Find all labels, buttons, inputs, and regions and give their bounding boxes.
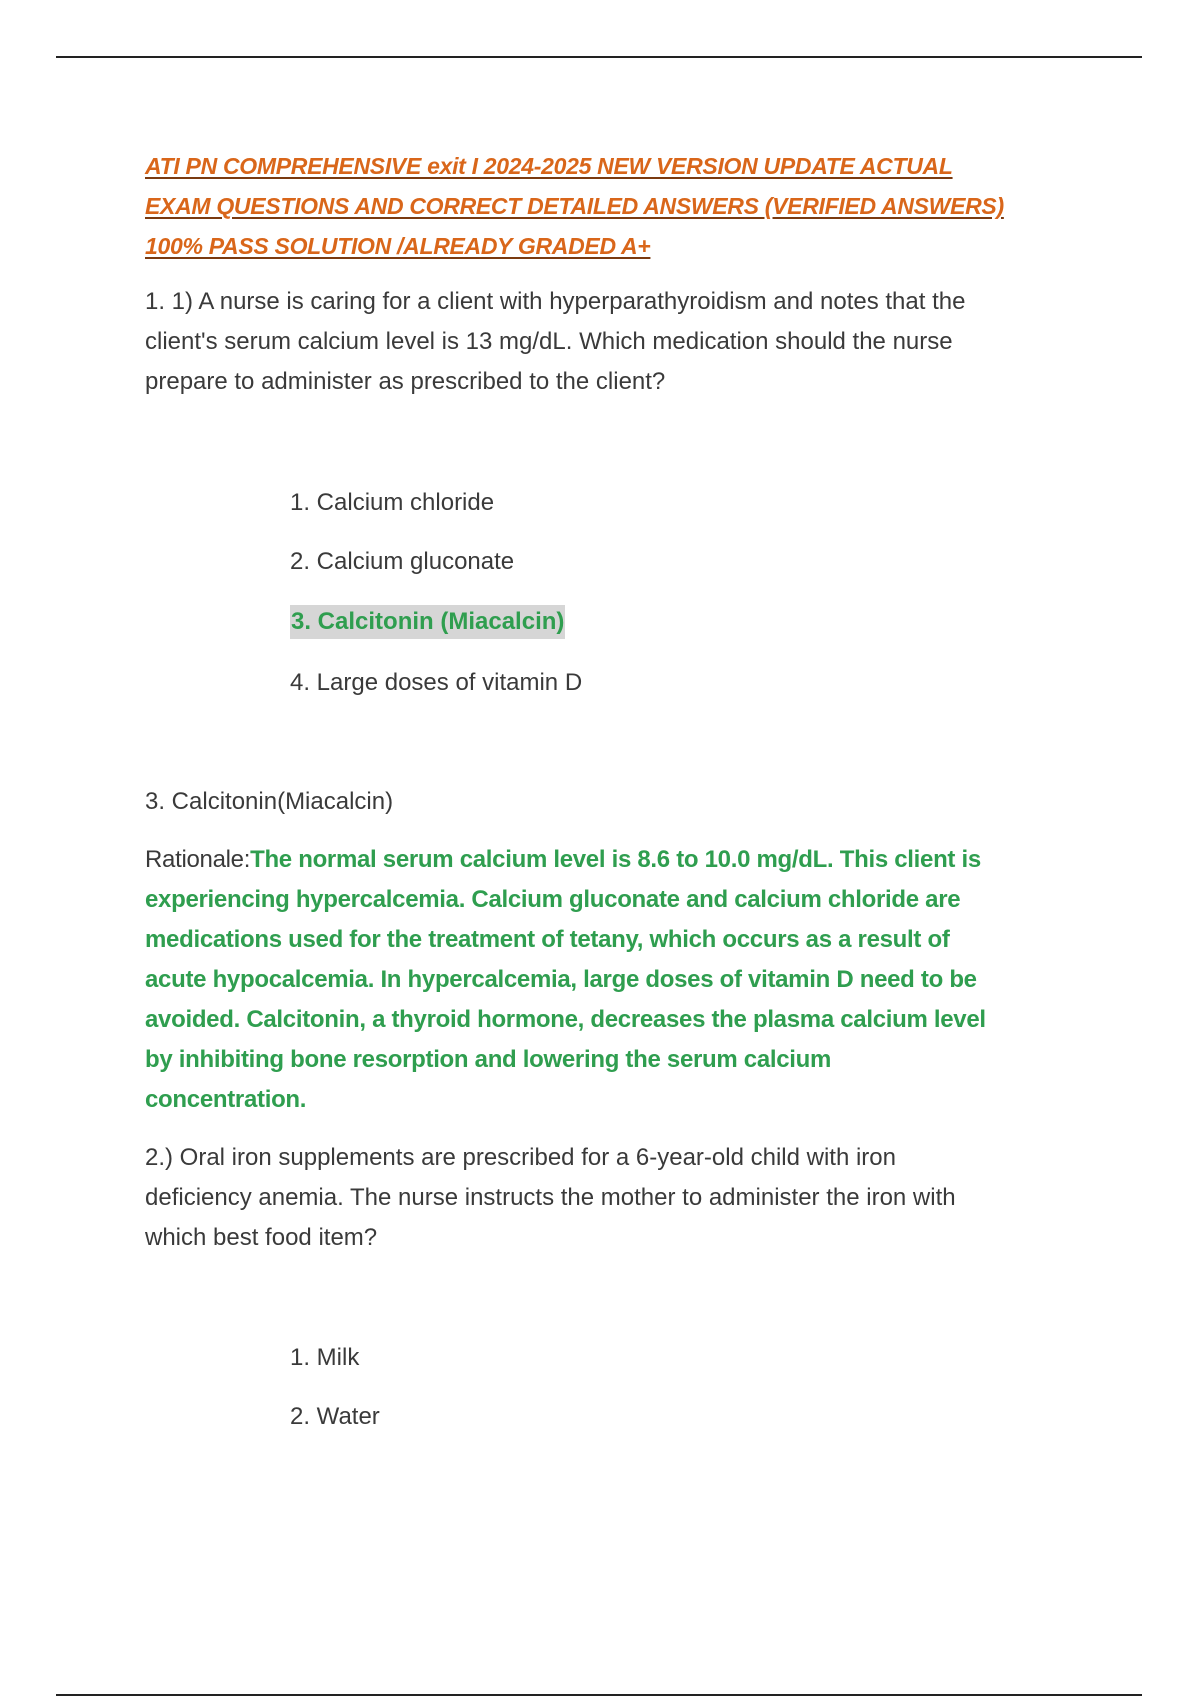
rationale-line: acute hypocalcemia. In hypercalcemia, large doses of vitamin D need to be (145, 966, 977, 993)
rationale-label: Rationale: (145, 846, 251, 873)
question-2-option-2: 2. Water (290, 1403, 380, 1430)
question-1-rationale (145, 840, 1085, 1120)
rationale-text: The normal serum calcium level is 8.6 to 10.0 mg/dL. This client is (250, 846, 981, 873)
question-1-answer: 3. Calcitonin(Miacalcin) (145, 788, 394, 815)
question-line: 1. 1) A nurse is caring for a client with hyperparathyroidism and notes that the (145, 288, 966, 315)
question-1-option-1: 1. Calcium chloride (290, 489, 495, 516)
rationale-line: by inhibiting bone resorption and lowering the serum calcium (145, 1046, 832, 1073)
question-1-option-2: 2. Calcium gluconate (290, 548, 515, 575)
question-2-text (145, 1138, 1065, 1258)
question-line: prepare to administer as prescribed to the client? (145, 368, 666, 395)
rationale-line: medications used for the treatment of tetany, which occurs as a result of (145, 926, 950, 953)
rationale-line: concentration. (145, 1086, 307, 1113)
top-rule (56, 56, 1142, 58)
title-line: 100% PASS SOLUTION /ALREADY GRADED A+ (145, 233, 651, 259)
question-2-option-1: 1. Milk (290, 1344, 360, 1371)
title-line: ATI PN COMPREHENSIVE exit I 2024-2025 NEW VERSION UPDATE ACTUAL (145, 153, 953, 179)
question-line: 2.) Oral iron supplements are prescribed for a 6-year-old child with iron (145, 1144, 896, 1171)
question-1-option-4: 4. Large doses of vitamin D (290, 669, 583, 696)
bottom-rule (56, 1694, 1142, 1696)
title-line: EXAM QUESTIONS AND CORRECT DETAILED ANSWERS (VERIFIED ANSWERS) (145, 193, 1004, 219)
question-1-option-3-correct: 3. Calcitonin (Miacalcin) (290, 605, 565, 639)
question-line: which best food item? (145, 1224, 378, 1251)
rationale-line: avoided. Calcitonin, a thyroid hormone, decreases the plasma calcium level (145, 1006, 986, 1033)
question-line: client's serum calcium level is 13 mg/dL. Which medication should the nurse (145, 328, 953, 355)
rationale-line-1 (145, 840, 1085, 880)
question-line: deficiency anemia. The nurse instructs the mother to administer the iron with (145, 1184, 956, 1211)
document-title (145, 146, 1045, 266)
rationale-line: experiencing hypercalcemia. Calcium gluconate and calcium chloride are (145, 886, 961, 913)
question-1-text (145, 282, 1065, 402)
